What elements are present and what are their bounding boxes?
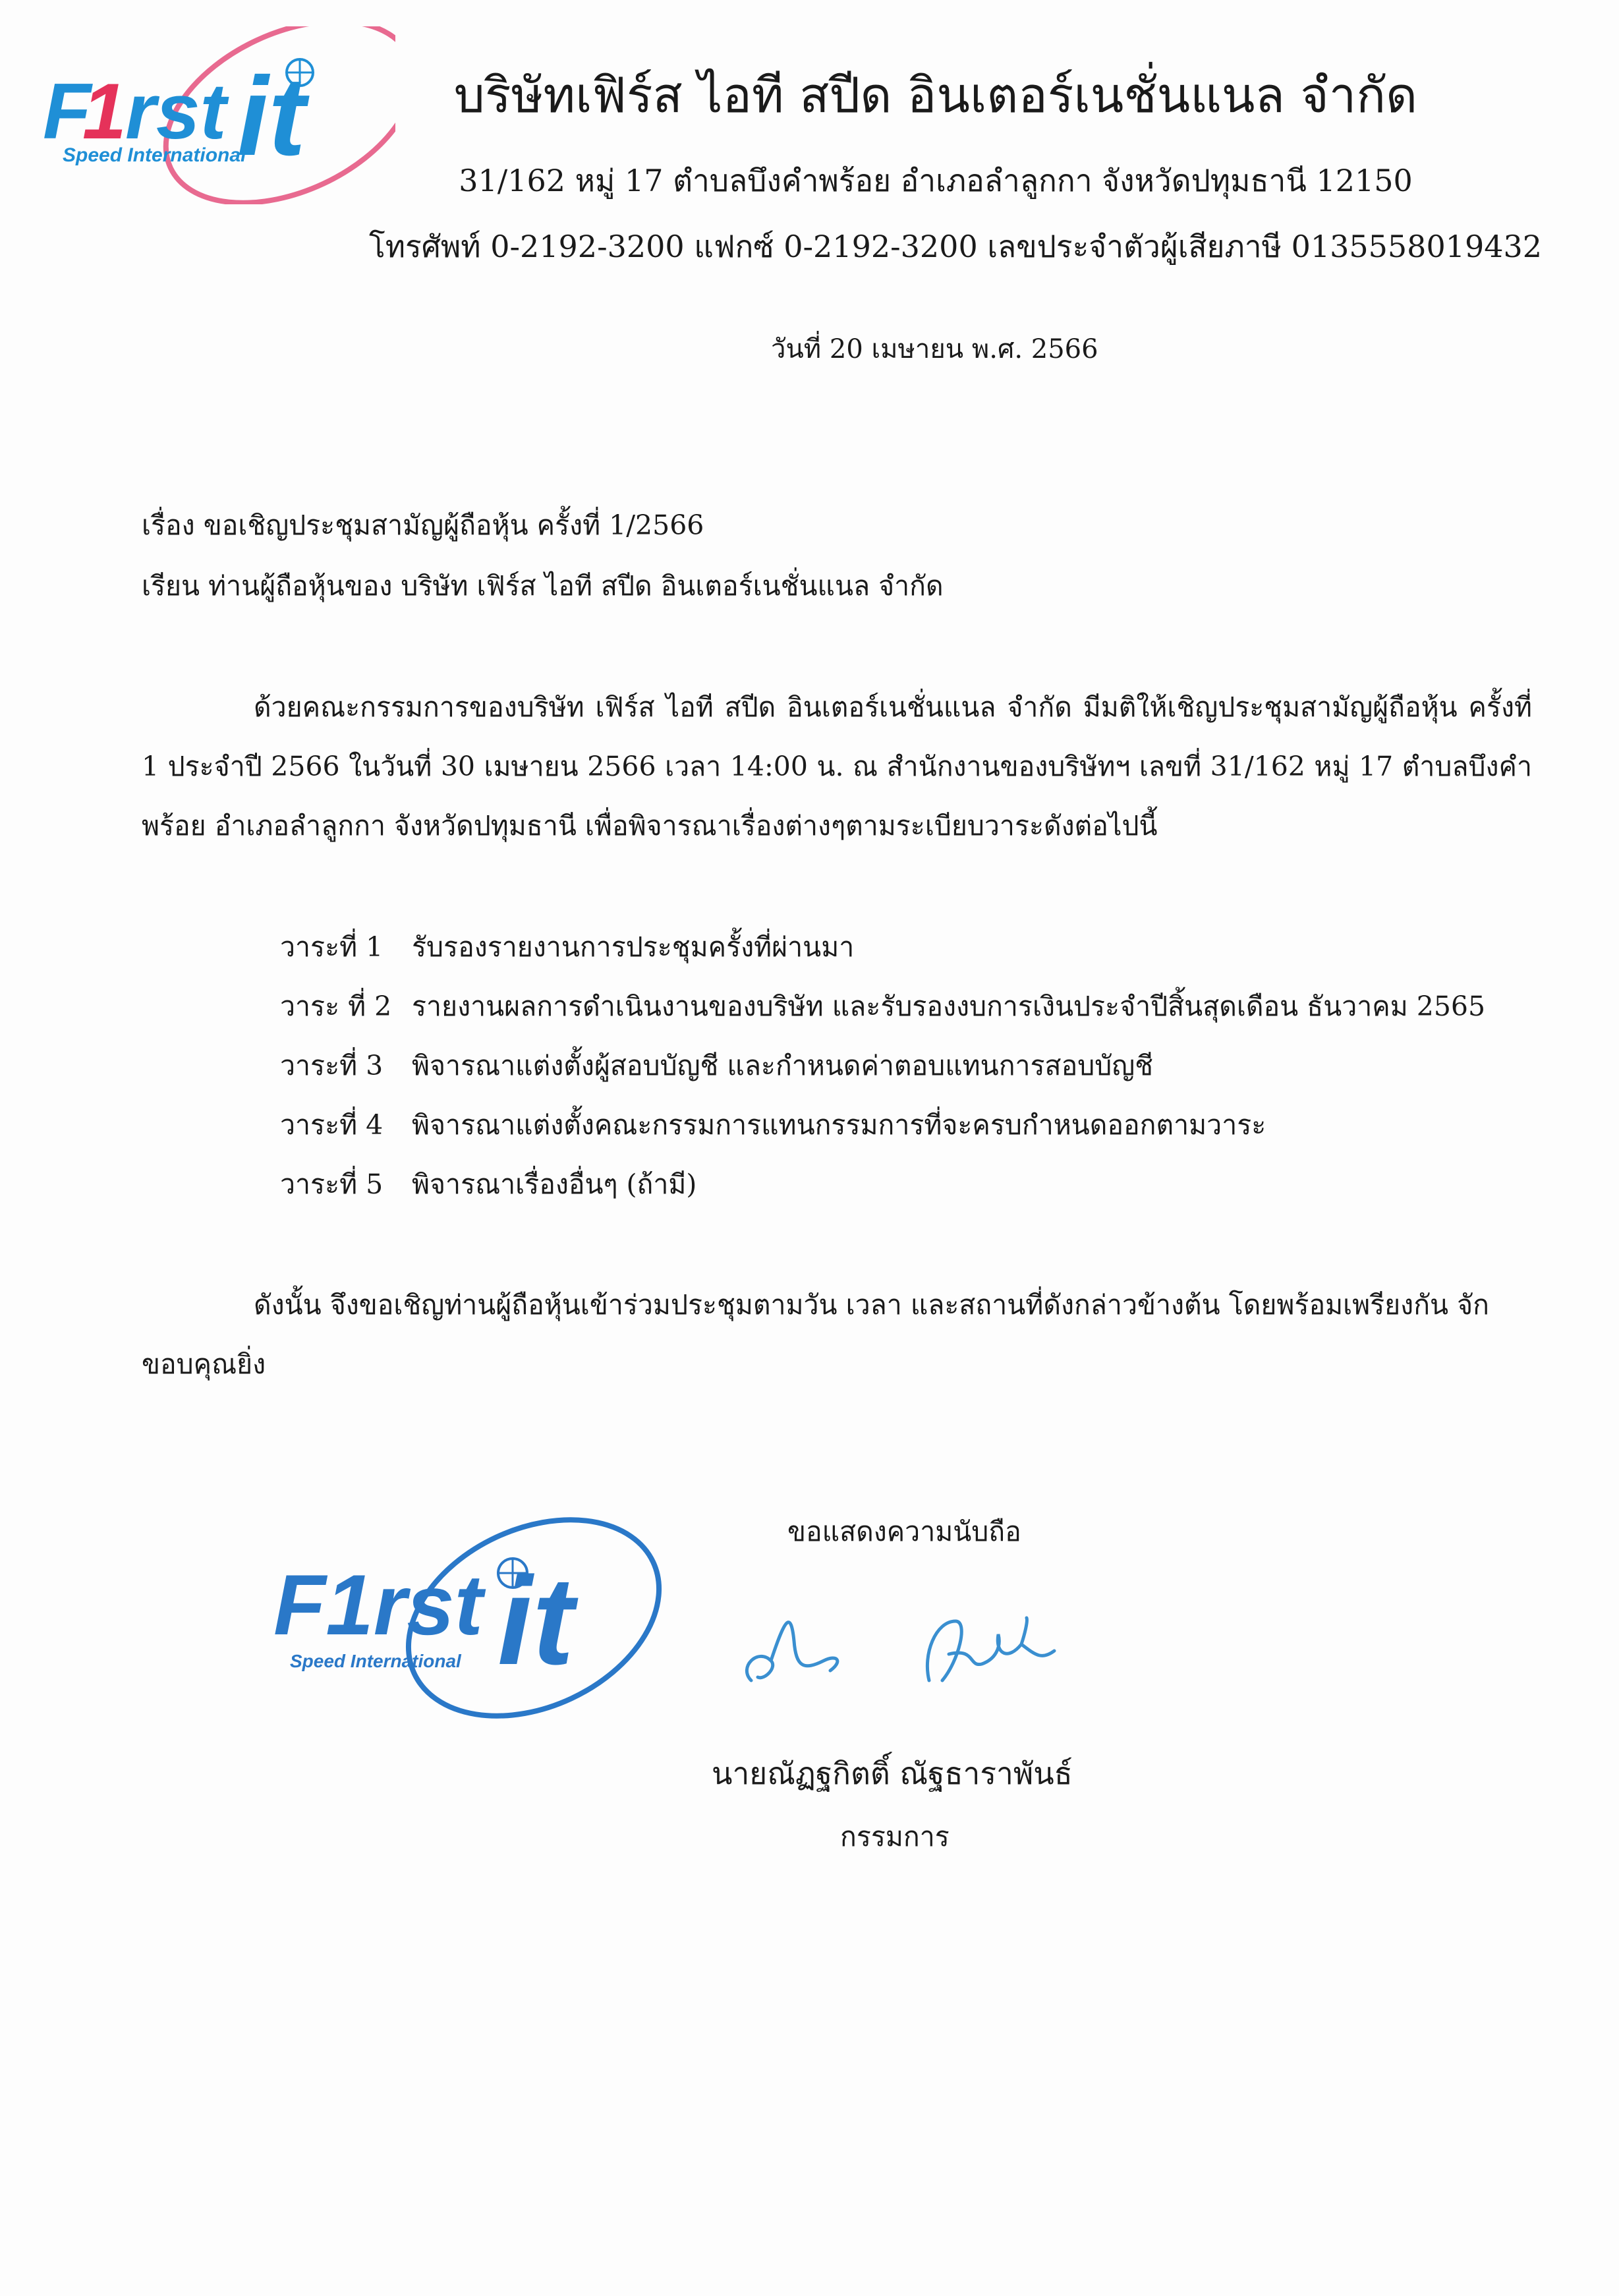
agenda-text: รายงานผลการดำเนินงานของบริษัท และรับรองงบการเงินประจำปีสิ้นสุดเดือน ธันวาคม 2565: [412, 990, 1486, 1022]
agenda-text: พิจารณาแต่งตั้งผู้สอบบัญชี และกำหนดค่าตอบแทนการสอบบัญชี: [412, 1050, 1154, 1081]
closing-paragraph: ดังนั้น จึงขอเชิญท่านผู้ถือหุ้นเข้าร่วมประชุมตามวัน เวลา และสถานที่ดังกล่าวข้างต้น โดยพร้อมเพรียงกัน จักขอบคุณยิ่ง: [142, 1289, 1489, 1380]
agenda-item: [280, 1155, 1485, 1214]
company-logo: [36, 26, 395, 204]
company-name: บริษัทเฟิร์ส ไอที สปีด อินเตอร์เนชั่นแนล จำกัด: [453, 67, 1418, 124]
signer-position: กรรมการ: [840, 1821, 950, 1852]
letter-date: วันที่ 20 เมษายน พ.ศ. 2566: [771, 334, 1098, 364]
svg-text:F: F: [43, 67, 92, 156]
svg-text:it: it: [237, 54, 306, 179]
agenda-list: [280, 917, 1485, 1214]
agenda-item: [280, 1095, 1485, 1155]
logo-tagline: Speed International: [63, 144, 246, 166]
agenda-text: รับรองรายงานการประชุมครั้งที่ผ่านมา: [412, 931, 855, 963]
agenda-item: [280, 917, 1485, 977]
agenda-number: วาระที่ 5: [280, 1168, 383, 1200]
agenda-text: พิจารณาแต่งตั้งคณะกรรมการแทนกรรมการที่จะครบกำหนดออกตามวาระ: [412, 1109, 1266, 1141]
company-address: 31/162 หมู่ 17 ตำบลบึงคำพร้อย อำเภอลำลูกกา จังหวัดปทุมธานี 12150: [459, 163, 1413, 198]
agenda-text: พิจารณาเรื่องอื่นๆ (ถ้ามี): [412, 1168, 697, 1200]
company-stamp: [270, 1512, 666, 1730]
company-contact: โทรศัพท์ 0-2192-3200 แฟกซ์ 0-2192-3200 เลขประจำตัวผู้เสียภาษี 0135558019432: [369, 229, 1543, 264]
signer-name: นายณัฏฐกิตติ์ ณัฐธาราพันธ์: [712, 1756, 1073, 1791]
body-paragraph: ด้วยคณะกรรมการของบริษัท เฟิร์ส ไอที สปีด อินเตอร์เนชั่นแนล จำกัด มีมติให้เชิญประชุมสามัญผู้ถือหุ้น ครั้งที่ 1 ประจำปี 2566 ในวันที่ 30 เมษายน 2566 เวลา 14:00 น. ณ สำนักงานของบริษัทฯ เลขที่ 31/162 หมู่ 17 ตำบลบึงคำพร้อย อำเภอลำลูกกา จังหวัดปทุมธานี เพื่อพิจารณาเรื่องต่างๆตามระเบียบวาระดังต่อไปนี้: [142, 691, 1532, 842]
letter-subject: เรื่อง ขอเชิญประชุมสามัญผู้ถือหุ้น ครั้งที่ 1/2566: [142, 509, 704, 541]
svg-text:F1rst: F1rst: [273, 1557, 483, 1653]
agenda-item: [280, 1036, 1485, 1095]
agenda-number: วาระที่ 4: [280, 1109, 383, 1141]
agenda-number: วาระที่ 3: [280, 1050, 383, 1081]
agenda-number: วาระ ที่ 2: [280, 990, 392, 1022]
svg-text:rst: rst: [125, 67, 227, 156]
agenda-number: วาระที่ 1: [280, 931, 383, 963]
svg-text:it: it: [497, 1551, 575, 1691]
agenda-item: [280, 977, 1485, 1036]
svg-text:Speed International: Speed International: [290, 1651, 461, 1671]
handwritten-signature: [731, 1582, 1074, 1713]
svg-text:1: 1: [82, 67, 127, 156]
regards-text: ขอแสดงความนับถือ: [787, 1516, 1021, 1547]
letter-recipient: เรียน ท่านผู้ถือหุ้นของ บริษัท เฟิร์ส ไอที สปีด อินเตอร์เนชั่นแนล จำกัด: [142, 570, 944, 602]
